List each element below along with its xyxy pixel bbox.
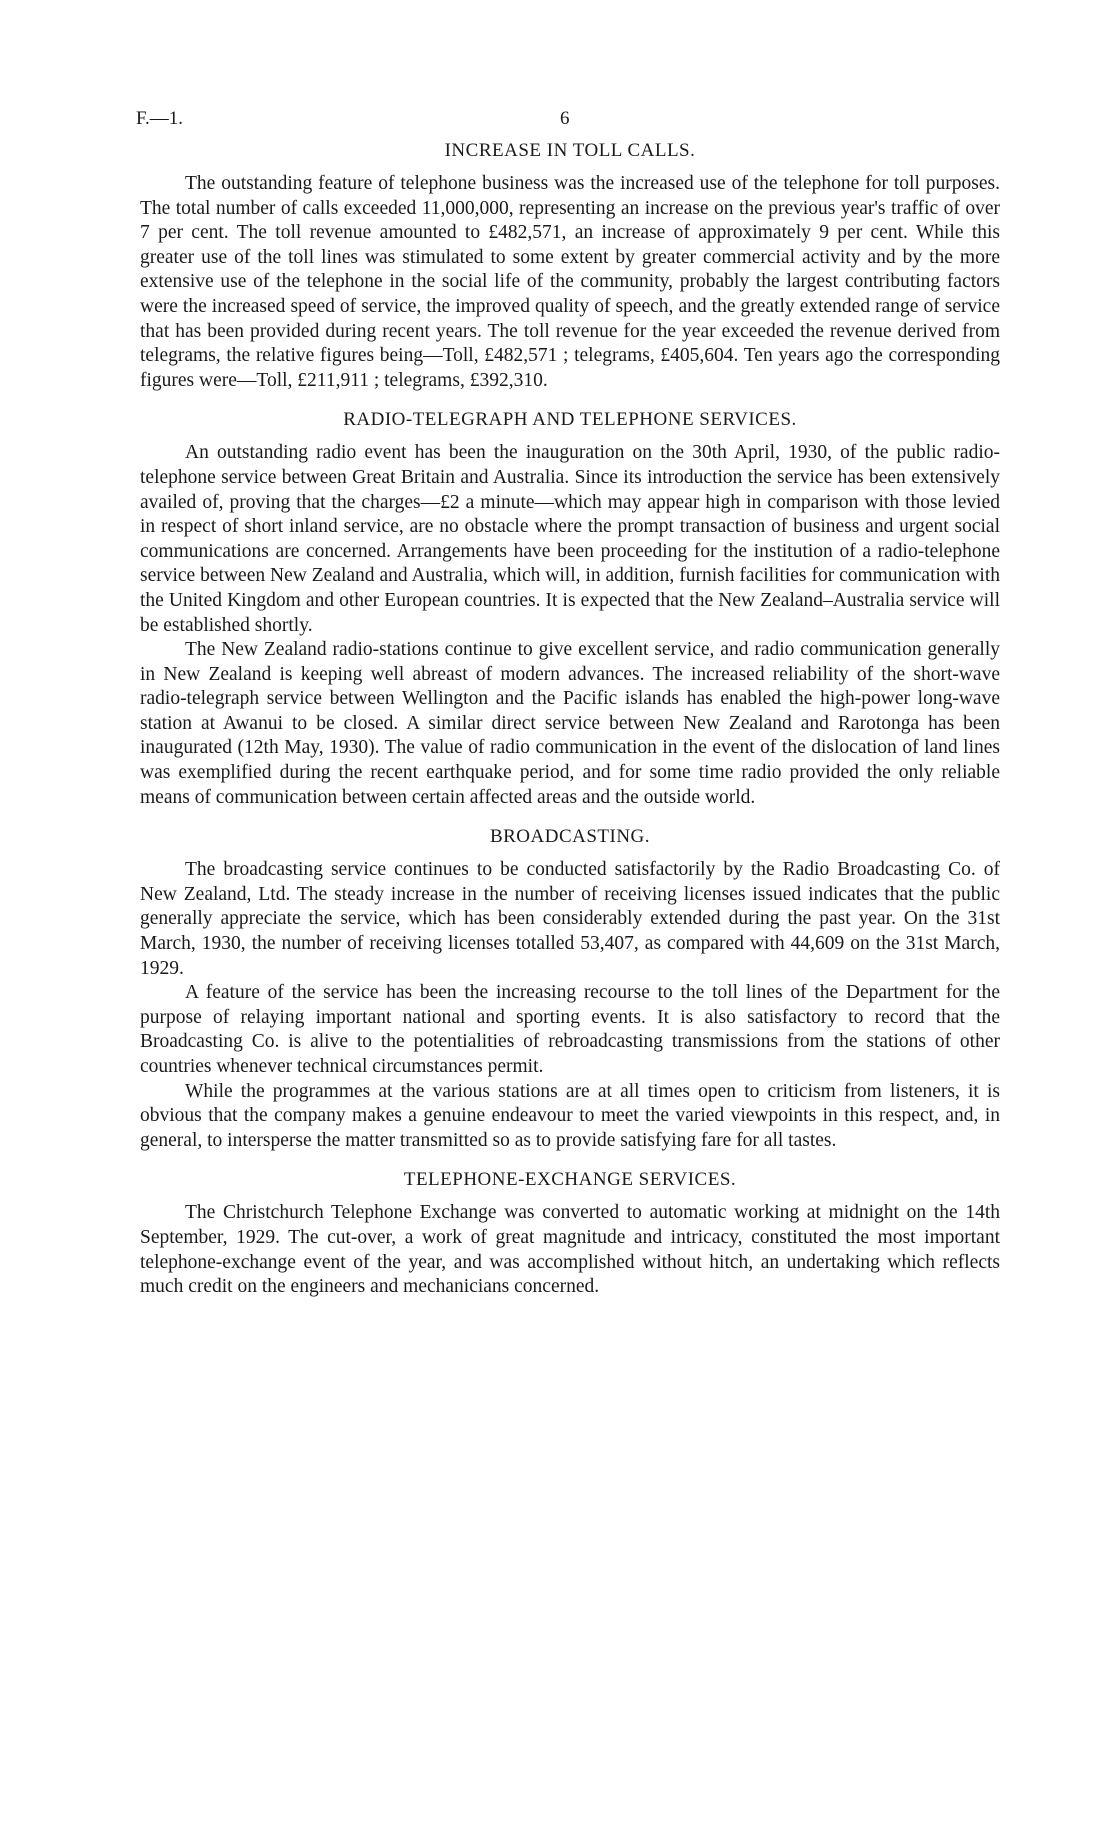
section-telephone-exchange: [140, 1169, 1000, 1299]
paragraph: The Christchurch Telephone Exchange was converted to automatic working at midnight on the 14th September, 1929. The cut-over, a work of great magnitude and intricacy, constituted the most important telephone-exchange event of the year, and was accomplished without hitch, an undertaking which reflects much credit on the engineers and mechanicians concerned.: [140, 1202, 1000, 1298]
paragraph: A feature of the service has been the increasing recourse to the toll lines of the Department for the purpose of relaying important national and sporting events. It is also satisfactory to record that the Broadcasting Co. is alive to the potentialities of rebroadcasting transmissions from the stations of other countries whenever technical circumstances permit.: [140, 982, 1000, 1077]
page-number: 6: [560, 108, 570, 129]
section-toll-calls: [140, 140, 1000, 393]
section-heading: INCREASE IN TOLL CALLS.: [444, 140, 696, 161]
paragraph: The outstanding feature of telephone business was the increased use of the telephone for toll purposes. The total number of calls exceeded 11,000,000, representing an increase on the previous year's traffic of over 7 per cent. The toll revenue amounted to £482,571, an increase of approximately 9 per cent. While this greater use of the toll lines was stimulated to some extent by greater commercial activity and by the more extensive use of the telephone in the social life of the community, probably the largest contributing factors were the increased speed of service, the improved quality of speech, and the greatly extended range of service that has been provided during recent years. The toll revenue for the year exceeded the revenue derived from telegrams, the relative figures being—Toll, £482,571 ; telegrams, £405,604. Ten years ago the corresponding figures were—Toll, £211,911 ; telegrams, £392,310.: [140, 173, 1000, 391]
paragraph: While the programmes at the various stations are at all times open to criticism from listeners, it is obvious that the company makes a genuine endeavour to meet the varied viewpoints in this respect, and, in general, to intersperse the matter transmitted so as to provide satisfying fare for all tastes.: [140, 1080, 1000, 1151]
document-code: F.—1.: [136, 108, 184, 129]
section-heading: RADIO-TELEGRAPH AND TELEPHONE SERVICES.: [343, 409, 797, 431]
paragraph: The broadcasting service continues to be conducted satisfactorily by the Radio Broadcasting Co. of New Zealand, Ltd. The steady increase in the number of receiving licenses issued indicates that the public generally appreciate the service, which has been considerably extended during the past year. On the 31st March, 1930, the number of receiving licenses totalled 53,407, as compared with 44,609 on the 31st March, 1929.: [140, 859, 1000, 979]
section-radio-services: [140, 409, 1000, 810]
paragraph: The New Zealand radio-stations continue to give excellent service, and radio communication generally in New Zealand is keeping well abreast of modern advances. The increased reliability of the short-wave radio-telegraph service between Wellington and the Pacific islands has enabled the high-power long-wave station at Awanui to be closed. A similar direct service between New Zealand and Rarotonga has been inaugurated (12th May, 1930). The value of radio communication in the event of the dislocation of land lines was exemplified during the recent earthquake period, and for some time radio provided the only reliable means of communication between certain affected areas and the outside world.: [140, 639, 1000, 808]
section-broadcasting: [140, 826, 1000, 1153]
section-heading: BROADCASTING.: [489, 826, 651, 848]
running-head: [136, 108, 1000, 138]
section-heading: TELEPHONE-EXCHANGE SERVICES.: [403, 1169, 737, 1191]
document-page: [136, 108, 1000, 1304]
paragraph: An outstanding radio event has been the inauguration on the 30th April, 1930, of the public radio-telephone service between Great Britain and Australia. Since its introduction the service has been extensively availed of, proving that the charges—£2 a minute—which may appear high in comparison with those levied in respect of short inland service, are no obstacle where the prompt transaction of business and urgent social communications are concerned. Arrangements have been proceeding for the institution of a radio-telephone service between New Zealand and Australia, which will, in addition, furnish facilities for communication with the United Kingdom and other European countries. It is expected that the New Zealand–Australia service will be established shortly.: [140, 442, 1000, 636]
